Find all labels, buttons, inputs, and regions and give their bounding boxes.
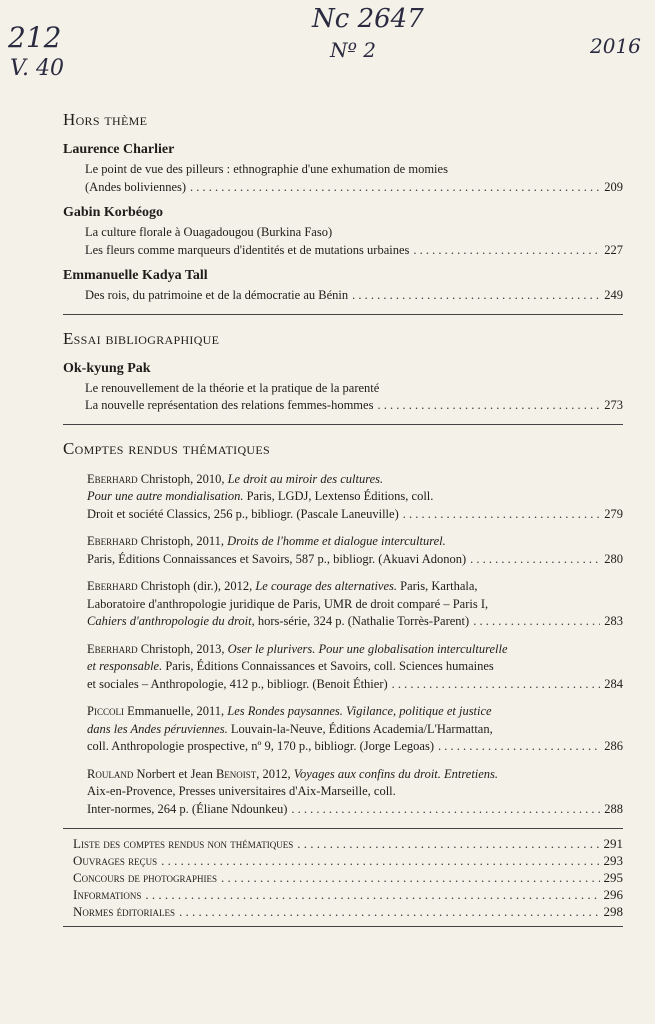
review-text: Louvain-la-Neuve, Éditions Academia/L'Harmattan, [227, 721, 493, 736]
review-text: Inter-normes, 264 p. (Éliane Ndounkeu) [87, 801, 288, 816]
toc-line-text: Informations [73, 887, 142, 902]
leader-dots [403, 506, 601, 524]
section-divider [63, 926, 623, 927]
section-divider [63, 828, 623, 829]
review-entry [63, 471, 623, 524]
table-of-contents [63, 110, 623, 941]
toc-line [63, 242, 623, 260]
review-text: , hors-série, 324 p. (Nathalie Torrès-Parent) [251, 614, 470, 628]
leader-dots [392, 676, 601, 694]
toc-line [63, 551, 623, 569]
review-text: Paris, Éditions Connaissances et Savoirs, 587 p., bibliogr. (Akuavi Adonon) [87, 551, 467, 566]
page-number: 283 [604, 614, 623, 628]
review-text: et sociales – Anthropologie, 412 p., bibliogr. (Benoit Éthier) [87, 676, 388, 691]
review-entry [63, 703, 623, 756]
toc-line [63, 852, 623, 869]
author-name: Emmanuelle Kadya Tall [63, 268, 208, 283]
toc-line [63, 783, 623, 801]
review-title: Cahiers d'anthropologie du droit [87, 614, 252, 628]
review-entry [63, 766, 623, 819]
review-author: Eberhard [87, 641, 138, 656]
handwritten-note-number: Nº 2 [330, 38, 376, 62]
review-text: Christoph, 2013, [137, 641, 228, 656]
toc-line [63, 766, 623, 784]
handwritten-note-year: 2016 [590, 34, 641, 58]
review-text: Norbert et Jean [133, 766, 216, 781]
review-title: Le courage des alternatives. [255, 579, 397, 593]
author-name: Ok-kyung Pak [63, 360, 151, 376]
page-number: 209 [604, 179, 623, 194]
handwritten-note-212: 212 [8, 21, 62, 54]
toc-entry [63, 361, 623, 415]
toc-line [63, 886, 623, 903]
review-title: et responsable. [87, 659, 163, 673]
toc-line [63, 658, 623, 676]
page-number: 295 [603, 870, 623, 885]
review-author: Eberhard [87, 534, 138, 548]
review-text: Christoph, 2010, [137, 471, 228, 486]
review-text: Droit et société Classics, 256 p., bibliogr. (Pascale Laneuville) [87, 506, 399, 521]
toc-line-text: Le point de vue des pilleurs : ethnographie d'une exhumation de momies [85, 162, 448, 176]
toc-line [63, 161, 623, 179]
toc-line [63, 738, 623, 756]
review-text: Paris, LGDJ, Lextenso Éditions, coll. [243, 489, 434, 503]
section-title-comptes-rendus: Comptes rendus thématiques [63, 438, 270, 458]
page-number: 298 [603, 904, 623, 919]
toc-line-text: Normes éditoriales [73, 904, 175, 919]
leader-dots [179, 903, 600, 920]
review-text: Christoph (dir.), 2012, [137, 579, 256, 593]
toc-line [63, 801, 623, 819]
leader-dots [413, 242, 600, 260]
page-number: 296 [603, 887, 623, 902]
toc-line-text: Ouvrages reçus [73, 853, 158, 868]
review-author: Benoist [215, 766, 257, 781]
toc-line-text: La culture florale à Ouagadougou (Burkina Faso) [85, 225, 333, 239]
review-title: Le droit au miroir des cultures. [227, 471, 384, 486]
toc-line [63, 903, 623, 920]
toc-line [63, 471, 623, 489]
leader-dots [291, 801, 600, 819]
section-divider [63, 314, 623, 315]
toc-line [63, 397, 623, 415]
page-number: 291 [603, 836, 623, 851]
leader-dots [473, 613, 600, 631]
leader-dots [145, 886, 599, 903]
toc-line [63, 596, 623, 614]
review-title: Oser le plurivers. Pour une globalisation interculturelle [227, 641, 508, 656]
leader-dots [161, 852, 599, 869]
leader-dots [190, 179, 600, 197]
section-title-essai: Essai bibliographique [63, 328, 220, 348]
review-title: Les Rondes paysannes. Vigilance, politique et justice [227, 704, 492, 718]
page-number: 280 [604, 551, 623, 566]
page-number: 279 [604, 506, 623, 521]
review-entry [63, 641, 623, 694]
toc-line [63, 506, 623, 524]
review-text: Laboratoire d'anthropologie juridique de Paris, UMR de droit comparé – Paris I, [87, 596, 489, 611]
review-author: Rouland [87, 766, 134, 781]
toc-line [63, 224, 623, 242]
toc-line [63, 488, 623, 506]
toc-entry [63, 205, 623, 259]
page-number: 227 [604, 242, 623, 257]
toc-line-text: Les fleurs comme marqueurs d'identités et de mutations urbaines [85, 242, 410, 257]
toc-line-text: Liste des comptes rendus non thématiques [73, 836, 294, 851]
leader-dots [221, 869, 599, 886]
leader-dots [297, 835, 599, 852]
page-number: 286 [604, 739, 623, 753]
review-text: Paris, Éditions Connaissances et Savoirs, coll. Sciences humaines [162, 659, 494, 673]
review-entry [63, 578, 623, 631]
page-number: 293 [603, 853, 623, 868]
review-text: Christoph, 2011, [137, 534, 228, 548]
toc-line-text: Le renouvellement de la théorie et la pratique de la parenté [85, 380, 380, 395]
toc-line [63, 721, 623, 739]
page-number: 249 [604, 288, 623, 302]
toc-line [63, 578, 623, 596]
author-name: Laurence Charlier [63, 142, 175, 157]
leader-dots [377, 397, 600, 415]
toc-line [63, 287, 623, 305]
toc-line-text: (Andes boliviennes) [85, 179, 187, 194]
review-author: Eberhard [87, 579, 138, 593]
toc-line [63, 380, 623, 398]
review-text: coll. Anthropologie prospective, nº 9, 170 p., bibliogr. (Jorge Legoas) [87, 739, 434, 753]
page-number: 273 [604, 398, 623, 412]
review-text: Emmanuelle, 2011, [123, 704, 228, 718]
toc-line [63, 676, 623, 694]
review-author: Piccoli [87, 704, 124, 718]
leader-dots [352, 287, 600, 305]
toc-line [63, 613, 623, 631]
review-title: Droits de l'homme et dialogue interculturel. [227, 534, 446, 548]
toc-entry [63, 268, 623, 305]
review-title: dans les Andes péruviennes. [87, 721, 228, 736]
toc-line [63, 869, 623, 886]
review-text: , 2012, [256, 766, 294, 781]
review-author: Eberhard [87, 471, 138, 486]
handwritten-note-nc: Nc 2647 [312, 4, 424, 34]
handwritten-note-volume: V. 40 [10, 56, 65, 81]
toc-entry [63, 142, 623, 196]
leader-dots [438, 738, 600, 756]
toc-line-text: La nouvelle représentation des relations femmes-hommes [85, 398, 374, 412]
review-text: Aix-en-Provence, Presses universitaires d'Aix-Marseille, coll. [87, 784, 396, 798]
page-number: 288 [604, 801, 623, 816]
leader-dots [470, 551, 600, 569]
toc-line [63, 835, 623, 852]
toc-line [63, 533, 623, 551]
review-text: Paris, Karthala, [397, 579, 478, 593]
page-number: 284 [604, 676, 623, 691]
section-divider [63, 424, 623, 425]
toc-line [63, 703, 623, 721]
review-title: Pour une autre mondialisation. [87, 489, 244, 503]
author-name: Gabin Korbéogo [63, 205, 163, 220]
toc-line-text: Des rois, du patrimoine et de la démocratie au Bénin [85, 288, 349, 302]
back-matter-list [63, 835, 623, 920]
review-entry [63, 533, 623, 568]
toc-line [63, 641, 623, 659]
toc-line [63, 179, 623, 197]
review-title: Voyages aux confins du droit. Entretiens. [293, 766, 499, 781]
section-title-hors-theme: Hors thème [63, 110, 148, 129]
toc-line-text: Concours de photographies [73, 870, 218, 885]
